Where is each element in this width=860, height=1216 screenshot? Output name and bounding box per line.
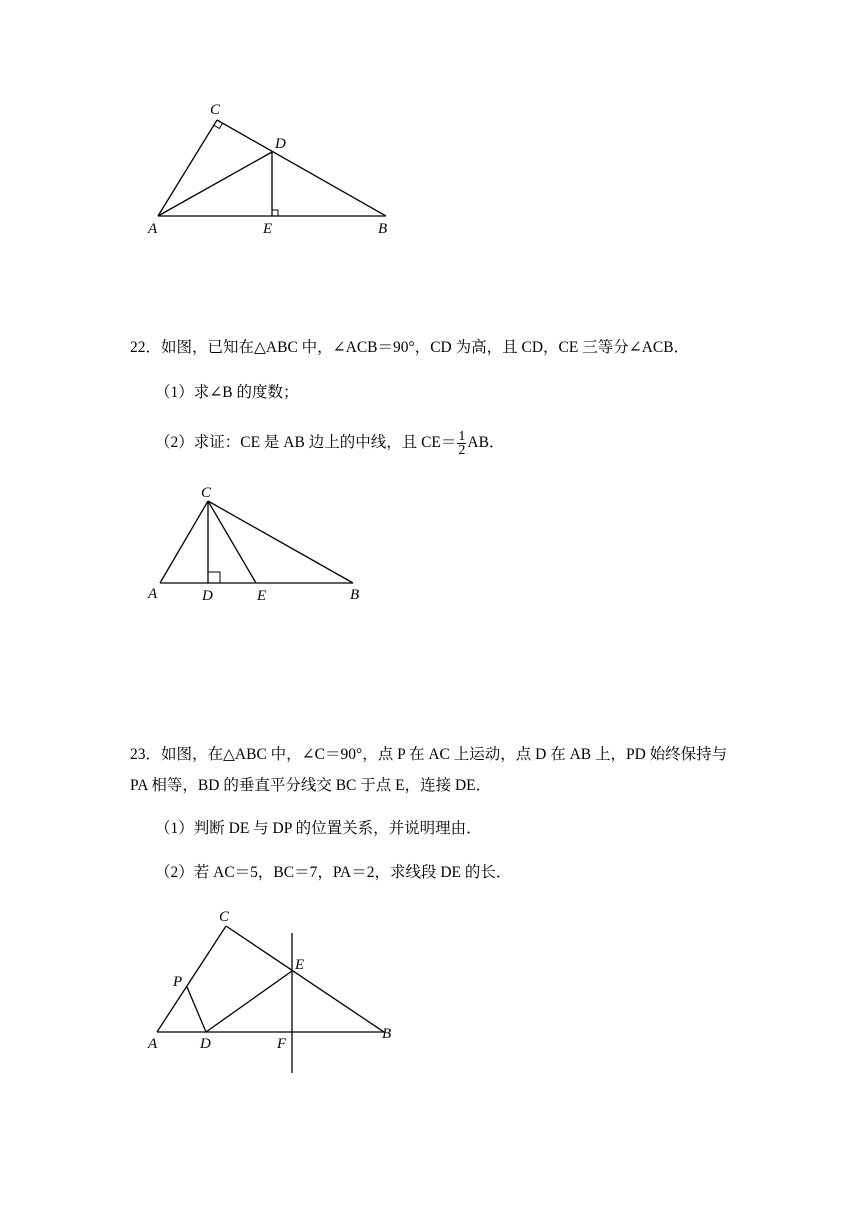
right-angle-mark-d bbox=[208, 572, 220, 583]
label-b: B bbox=[378, 221, 388, 237]
q23-stem-line1: 23．如图，在△ABC 中，∠C＝90°，点 P 在 AC 上运动，点 D 在 AB 上，PD 始终保持与 bbox=[130, 746, 728, 763]
label-a: A bbox=[148, 1036, 158, 1052]
segment-ac bbox=[160, 501, 208, 583]
fraction-one-half bbox=[457, 430, 466, 457]
figure-23-triangle-abc bbox=[0, 900, 860, 1090]
q22-part1: （1）求∠B 的度数； bbox=[155, 384, 299, 401]
fraction-numerator: 1 bbox=[458, 429, 466, 444]
label-b: B bbox=[350, 587, 360, 603]
segment-ad bbox=[158, 152, 272, 216]
right-angle-mark-e bbox=[272, 210, 278, 216]
label-e: E bbox=[263, 221, 273, 237]
label-d: D bbox=[202, 588, 213, 604]
label-d: D bbox=[275, 136, 286, 152]
label-e: E bbox=[257, 588, 267, 604]
q22-part2 bbox=[0, 430, 860, 457]
q22-part2-tail: AB． bbox=[467, 434, 505, 452]
label-a: A bbox=[148, 586, 158, 602]
segment-ce bbox=[208, 501, 256, 583]
q23-part1: （1）判断 DE 与 DP 的位置关系，并说明理由． bbox=[155, 820, 482, 837]
label-a: A bbox=[148, 221, 158, 237]
segment-pd bbox=[187, 987, 206, 1032]
label-b: B bbox=[382, 1026, 392, 1042]
q22-part2-text: （2）求证：CE 是 AB 边上的中线，且 CE＝ bbox=[155, 434, 457, 452]
figure-1-triangle-abc bbox=[0, 0, 860, 260]
label-c: C bbox=[210, 102, 221, 118]
segment-ac bbox=[157, 926, 226, 1032]
q23-stem-line2: PA 相等，BD 的垂直平分线交 BC 于点 E，连接 DE． bbox=[130, 777, 492, 794]
figure-22-triangle-abc bbox=[0, 470, 860, 620]
label-f: F bbox=[277, 1036, 287, 1052]
label-p: P bbox=[173, 974, 183, 990]
label-e: E bbox=[295, 957, 305, 973]
label-c: C bbox=[219, 909, 230, 925]
q23-part2: （2）若 AC＝5，BC＝7，PA＝2，求线段 DE 的长． bbox=[155, 864, 512, 881]
segment-cb bbox=[226, 926, 384, 1032]
segment-cb bbox=[208, 501, 353, 583]
label-c: C bbox=[201, 485, 212, 501]
label-d: D bbox=[200, 1036, 211, 1052]
fraction-denominator: 2 bbox=[458, 443, 466, 458]
segment-de bbox=[206, 971, 292, 1032]
q22-stem: 22．如图，已知在△ABC 中，∠ACB＝90°，CD 为高，且 CD，CE 三等分∠ACB． bbox=[130, 339, 690, 356]
segment-ac bbox=[158, 120, 217, 216]
